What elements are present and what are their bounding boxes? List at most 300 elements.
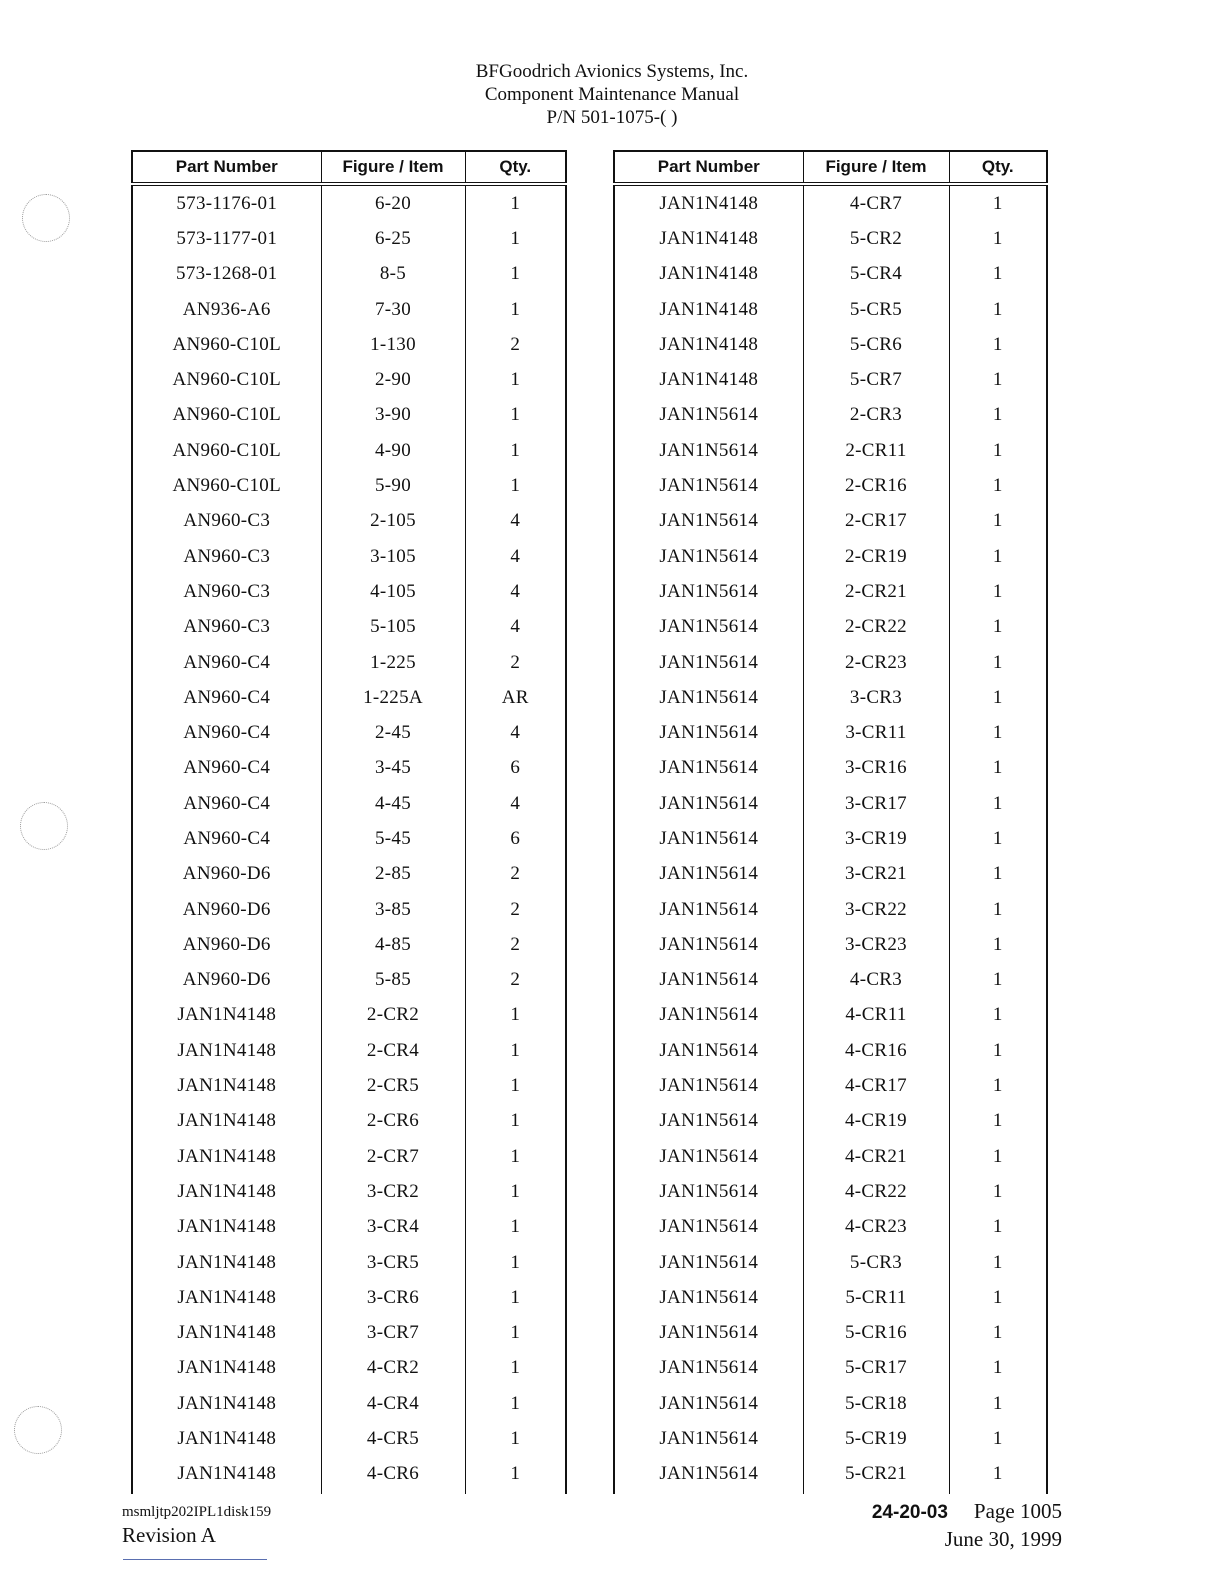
qty-cell: 1 [510, 227, 521, 249]
table-row [132, 504, 566, 539]
punch-hole-middle [20, 802, 68, 850]
table-row [132, 1139, 566, 1174]
figure-item-cell: 3-CR23 [803, 927, 949, 962]
figure-item-cell: 5-CR11 [803, 1280, 949, 1315]
table-row [132, 680, 566, 715]
figure-item-cell: 4-CR23 [803, 1210, 949, 1245]
part-number-cell: JAN1N5614 [614, 927, 803, 962]
table-row [614, 327, 1047, 362]
part-number-cell: JAN1N5614 [614, 1068, 803, 1103]
column-header-part-number: Part Number [132, 151, 321, 184]
revision-date: June 30, 1999 [944, 1527, 1062, 1551]
part-number-cell: JAN1N5614 [614, 1457, 803, 1492]
parts-table-left-body [132, 184, 566, 1494]
qty-cell: 1 [510, 404, 521, 426]
qty-cell: 1 [510, 1392, 521, 1414]
table-row [614, 751, 1047, 786]
part-number-cell: JAN1N5614 [614, 715, 803, 750]
figure-item-cell: 2-85 [321, 857, 465, 892]
figure-item-cell: 2-CR16 [803, 468, 949, 503]
part-number-cell: JAN1N4148 [132, 1280, 321, 1315]
part-number-cell: AN960-D6 [132, 857, 321, 892]
table-row [614, 221, 1047, 256]
part-number-cell: AN960-C10L [132, 468, 321, 503]
part-number-cell: JAN1N4148 [132, 998, 321, 1033]
figure-item-cell: 2-105 [321, 504, 465, 539]
part-number-cell: JAN1N4148 [132, 1210, 321, 1245]
part-number-cell: AN960-C4 [132, 786, 321, 821]
figure-item-cell: 2-CR23 [803, 645, 949, 680]
part-number-cell: JAN1N4148 [132, 1245, 321, 1280]
table-row [614, 1104, 1047, 1139]
figure-item-cell: 3-CR22 [803, 892, 949, 927]
part-number-cell: 573-1268-01 [132, 257, 321, 292]
qty-cell: 4 [510, 580, 521, 602]
part-number-cell: JAN1N5614 [614, 751, 803, 786]
figure-item-cell: 5-CR19 [803, 1421, 949, 1456]
table-row [614, 998, 1047, 1033]
filler-cell [614, 1492, 803, 1494]
part-number-cell: JAN1N5614 [614, 1210, 803, 1245]
part-number-cell: JAN1N4148 [614, 292, 803, 327]
qty-cell: 1 [992, 1357, 1003, 1379]
table-row [132, 398, 566, 433]
qty-cell: 1 [992, 227, 1003, 249]
table-row [614, 433, 1047, 468]
table-row [614, 963, 1047, 998]
table-row [614, 1068, 1047, 1103]
table-row [614, 680, 1047, 715]
part-number-cell: JAN1N5614 [614, 433, 803, 468]
table-row [132, 751, 566, 786]
figure-item-cell: 3-CR6 [321, 1280, 465, 1315]
table-row [614, 1421, 1047, 1456]
qty-cell: 1 [510, 1463, 521, 1485]
qty-cell: 1 [992, 369, 1003, 391]
part-number-cell: JAN1N4148 [614, 327, 803, 362]
qty-cell: 1 [510, 1357, 521, 1379]
filler-cell [465, 1492, 566, 1494]
figure-item-cell: 3-CR2 [321, 1174, 465, 1209]
figure-item-cell: 3-CR16 [803, 751, 949, 786]
figure-item-cell: 4-CR2 [321, 1351, 465, 1386]
table-row [614, 892, 1047, 927]
table-row [614, 715, 1047, 750]
figure-item-cell: 2-90 [321, 362, 465, 397]
figure-item-cell: 1-225A [321, 680, 465, 715]
column-header-part-number: Part Number [614, 151, 803, 184]
part-number-cell: JAN1N5614 [614, 1316, 803, 1351]
qty-cell: 1 [992, 1286, 1003, 1308]
figure-item-cell: 5-85 [321, 963, 465, 998]
part-number-cell: AN936-A6 [132, 292, 321, 327]
qty-cell: 1 [510, 1428, 521, 1450]
figure-item-cell: 1-130 [321, 327, 465, 362]
part-number-cell: JAN1N5614 [614, 1245, 803, 1280]
part-number-cell: AN960-D6 [132, 892, 321, 927]
qty-cell: 1 [992, 475, 1003, 497]
part-number-cell: AN960-C3 [132, 610, 321, 645]
table-filler-row [614, 1492, 1047, 1494]
part-number-cell: AN960-C4 [132, 645, 321, 680]
part-number-cell: JAN1N4148 [132, 1351, 321, 1386]
company-name: BFGoodrich Avionics Systems, Inc. [475, 61, 749, 82]
column-header-figure-item: Figure / Item [803, 151, 949, 184]
figure-item-cell: 4-CR6 [321, 1457, 465, 1492]
column-header-qty: Qty. [949, 151, 1047, 184]
document-number: 24-20-03 [871, 1502, 948, 1523]
table-row [132, 786, 566, 821]
qty-cell: 1 [992, 651, 1003, 673]
table-row [132, 362, 566, 397]
figure-item-cell: 4-CR16 [803, 1033, 949, 1068]
table-row [132, 610, 566, 645]
part-number-cell: JAN1N5614 [614, 1104, 803, 1139]
revision-label: Revision A [122, 1523, 216, 1547]
part-number-cell: JAN1N5614 [614, 1174, 803, 1209]
qty-cell: 1 [510, 1286, 521, 1308]
qty-cell: 1 [510, 298, 521, 320]
part-number-cell: AN960-C4 [132, 751, 321, 786]
qty-cell: 1 [992, 898, 1003, 920]
figure-item-cell: 4-CR5 [321, 1421, 465, 1456]
part-number-cell: JAN1N5614 [614, 1386, 803, 1421]
figure-item-cell: 2-CR17 [803, 504, 949, 539]
part-number-cell: JAN1N5614 [614, 1351, 803, 1386]
qty-cell: 1 [510, 263, 521, 285]
part-number-cell: JAN1N4148 [614, 184, 803, 221]
qty-cell: 1 [992, 1392, 1003, 1414]
part-number-cell: JAN1N5614 [614, 1280, 803, 1315]
qty-cell: 1 [510, 1180, 521, 1202]
part-number-cell: JAN1N5614 [614, 892, 803, 927]
qty-cell: 1 [510, 1075, 521, 1097]
qty-cell: 1 [510, 1251, 521, 1273]
qty-cell: 1 [510, 475, 521, 497]
table-row [132, 892, 566, 927]
figure-item-cell: 4-CR7 [803, 184, 949, 221]
qty-cell: 4 [510, 510, 521, 532]
figure-item-cell: 3-CR11 [803, 715, 949, 750]
footer-left [122, 1502, 271, 1548]
qty-cell: 1 [510, 1322, 521, 1344]
part-number-cell: JAN1N4148 [132, 1457, 321, 1492]
table-row [132, 1351, 566, 1386]
part-number-cell: JAN1N4148 [132, 1174, 321, 1209]
table-row [132, 1245, 566, 1280]
part-number-cell: AN960-C3 [132, 504, 321, 539]
part-number-cell: AN960-C3 [132, 539, 321, 574]
table-row [132, 998, 566, 1033]
figure-item-cell: 3-CR4 [321, 1210, 465, 1245]
part-number-cell: 573-1176-01 [132, 184, 321, 221]
part-number-cell: JAN1N4148 [614, 362, 803, 397]
figure-item-cell: 5-CR3 [803, 1245, 949, 1280]
figure-item-cell: 8-5 [321, 257, 465, 292]
table-row [132, 468, 566, 503]
footer-underline [123, 1559, 267, 1560]
qty-cell: 1 [992, 1322, 1003, 1344]
qty-cell: 1 [992, 1110, 1003, 1132]
table-row [614, 1210, 1047, 1245]
figure-item-cell: 3-CR3 [803, 680, 949, 715]
table-row [614, 257, 1047, 292]
table-row [132, 1280, 566, 1315]
part-number-cell: JAN1N5614 [614, 610, 803, 645]
figure-item-cell: 2-CR5 [321, 1068, 465, 1103]
part-number-cell: JAN1N5614 [614, 821, 803, 856]
figure-item-cell: 1-225 [321, 645, 465, 680]
part-number-cell: JAN1N5614 [614, 468, 803, 503]
qty-cell: 1 [510, 369, 521, 391]
table-row [614, 645, 1047, 680]
figure-item-cell: 2-CR19 [803, 539, 949, 574]
part-number-cell: AN960-C4 [132, 821, 321, 856]
qty-cell: 1 [992, 686, 1003, 708]
table-row [132, 1421, 566, 1456]
part-number-cell: JAN1N4148 [132, 1104, 321, 1139]
figure-item-cell: 3-CR17 [803, 786, 949, 821]
table-row [614, 504, 1047, 539]
part-number-title: P/N 501-1075-( ) [546, 107, 678, 128]
part-number-cell: JAN1N5614 [614, 574, 803, 609]
figure-item-cell: 2-CR7 [321, 1139, 465, 1174]
figure-item-cell: 2-CR11 [803, 433, 949, 468]
figure-item-cell: 2-CR4 [321, 1033, 465, 1068]
figure-item-cell: 5-CR2 [803, 221, 949, 256]
table-row [614, 1386, 1047, 1421]
figure-item-cell: 4-CR4 [321, 1386, 465, 1421]
table-row [614, 1033, 1047, 1068]
table-row [614, 362, 1047, 397]
figure-item-cell: 4-105 [321, 574, 465, 609]
table-row [614, 821, 1047, 856]
qty-cell: 4 [510, 545, 521, 567]
qty-cell: 1 [992, 439, 1003, 461]
qty-cell: 6 [510, 757, 521, 779]
table-row [132, 539, 566, 574]
figure-item-cell: 5-CR7 [803, 362, 949, 397]
table-row [132, 1210, 566, 1245]
figure-item-cell: 4-CR11 [803, 998, 949, 1033]
figure-item-cell: 4-CR17 [803, 1068, 949, 1103]
figure-item-cell: 5-CR21 [803, 1457, 949, 1492]
qty-cell: 1 [992, 192, 1003, 214]
part-number-cell: JAN1N5614 [614, 645, 803, 680]
part-number-cell: JAN1N5614 [614, 680, 803, 715]
filler-cell [321, 1492, 465, 1494]
table-row [132, 821, 566, 856]
qty-cell: 1 [992, 333, 1003, 355]
qty-cell: 1 [992, 1180, 1003, 1202]
figure-item-cell: 5-CR4 [803, 257, 949, 292]
figure-item-cell: 5-CR5 [803, 292, 949, 327]
qty-cell: 1 [510, 192, 521, 214]
part-number-cell: JAN1N4148 [132, 1421, 321, 1456]
qty-cell: 2 [510, 933, 521, 955]
punch-hole-bottom [14, 1406, 62, 1454]
figure-item-cell: 6-20 [321, 184, 465, 221]
qty-cell: 1 [992, 1463, 1003, 1485]
table-row [614, 1280, 1047, 1315]
qty-cell: 6 [510, 827, 521, 849]
qty-cell: 1 [510, 439, 521, 461]
part-number-cell: JAN1N5614 [614, 857, 803, 892]
part-number-cell: JAN1N4148 [132, 1316, 321, 1351]
qty-cell: 1 [992, 580, 1003, 602]
part-number-cell: JAN1N4148 [132, 1033, 321, 1068]
table-row [614, 1139, 1047, 1174]
part-number-cell: 573-1177-01 [132, 221, 321, 256]
table-row [614, 927, 1047, 962]
figure-item-cell: 4-CR19 [803, 1104, 949, 1139]
part-number-cell: AN960-C4 [132, 715, 321, 750]
file-code: msmljtp202IPL1disk159 [122, 1504, 272, 1520]
table-row [132, 1174, 566, 1209]
document-header [0, 60, 1224, 129]
qty-cell: 4 [510, 722, 521, 744]
figure-item-cell: 3-CR21 [803, 857, 949, 892]
figure-item-cell: 3-105 [321, 539, 465, 574]
figure-item-cell: 4-90 [321, 433, 465, 468]
figure-item-cell: 5-90 [321, 468, 465, 503]
qty-cell: 1 [992, 827, 1003, 849]
figure-item-cell: 4-CR21 [803, 1139, 949, 1174]
figure-item-cell: 5-CR6 [803, 327, 949, 362]
table-row [132, 221, 566, 256]
table-row [132, 963, 566, 998]
qty-cell: 1 [992, 616, 1003, 638]
part-number-cell: JAN1N4148 [132, 1139, 321, 1174]
part-number-cell: JAN1N5614 [614, 539, 803, 574]
table-row [614, 1316, 1047, 1351]
manual-title: Component Maintenance Manual [484, 84, 740, 105]
part-number-cell: JAN1N4148 [132, 1386, 321, 1421]
qty-cell: AR [501, 686, 529, 708]
table-row [132, 1457, 566, 1492]
figure-item-cell: 3-90 [321, 398, 465, 433]
qty-cell: 1 [510, 1004, 521, 1026]
qty-cell: 1 [992, 404, 1003, 426]
table-filler-row [132, 1492, 566, 1494]
figure-item-cell: 3-45 [321, 751, 465, 786]
footer-right [872, 1498, 1062, 1552]
figure-item-cell: 4-CR22 [803, 1174, 949, 1209]
table-row [614, 1174, 1047, 1209]
table-row [132, 1386, 566, 1421]
figure-item-cell: 3-CR5 [321, 1245, 465, 1280]
qty-cell: 1 [992, 792, 1003, 814]
parts-table-right-body [614, 184, 1047, 1494]
part-number-cell: AN960-C10L [132, 398, 321, 433]
qty-cell: 1 [510, 1145, 521, 1167]
part-number-cell: JAN1N5614 [614, 398, 803, 433]
figure-item-cell: 3-CR7 [321, 1316, 465, 1351]
table-row [614, 292, 1047, 327]
figure-item-cell: 5-45 [321, 821, 465, 856]
filler-cell [132, 1492, 321, 1494]
figure-item-cell: 2-45 [321, 715, 465, 750]
qty-cell: 1 [992, 298, 1003, 320]
figure-item-cell: 5-105 [321, 610, 465, 645]
figure-item-cell: 2-CR3 [803, 398, 949, 433]
table-row [132, 292, 566, 327]
qty-cell: 2 [510, 651, 521, 673]
table-row [132, 1316, 566, 1351]
qty-cell: 2 [510, 863, 521, 885]
table-row [614, 1457, 1047, 1492]
table-row [132, 327, 566, 362]
part-number-cell: JAN1N5614 [614, 963, 803, 998]
qty-cell: 1 [992, 1039, 1003, 1061]
part-number-cell: JAN1N4148 [132, 1068, 321, 1103]
punch-hole-top [22, 194, 70, 242]
qty-cell: 1 [992, 545, 1003, 567]
part-number-cell: AN960-C10L [132, 327, 321, 362]
part-number-cell: JAN1N4148 [614, 257, 803, 292]
part-number-cell: AN960-D6 [132, 927, 321, 962]
qty-cell: 1 [992, 722, 1003, 744]
qty-cell: 1 [992, 863, 1003, 885]
table-row [132, 927, 566, 962]
table-row [614, 610, 1047, 645]
table-row [614, 1351, 1047, 1386]
table-header-row [132, 151, 566, 184]
column-header-qty: Qty. [465, 151, 566, 184]
part-number-cell: JAN1N5614 [614, 1033, 803, 1068]
part-number-cell: JAN1N5614 [614, 504, 803, 539]
qty-cell: 1 [510, 1216, 521, 1238]
qty-cell: 2 [510, 898, 521, 920]
table-header-row [614, 151, 1047, 184]
figure-item-cell: 2-CR21 [803, 574, 949, 609]
qty-cell: 1 [992, 1251, 1003, 1273]
figure-item-cell: 5-CR16 [803, 1316, 949, 1351]
table-row [132, 1104, 566, 1139]
qty-cell: 4 [510, 792, 521, 814]
table-row [132, 257, 566, 292]
qty-cell: 1 [992, 933, 1003, 955]
qty-cell: 1 [992, 969, 1003, 991]
table-row [132, 857, 566, 892]
filler-cell [803, 1492, 949, 1494]
qty-cell: 2 [510, 969, 521, 991]
table-row [132, 645, 566, 680]
table-row [614, 398, 1047, 433]
figure-item-cell: 2-CR6 [321, 1104, 465, 1139]
table-row [614, 468, 1047, 503]
figure-item-cell: 3-CR19 [803, 821, 949, 856]
part-number-cell: JAN1N4148 [614, 221, 803, 256]
part-number-cell: JAN1N5614 [614, 786, 803, 821]
qty-cell: 1 [992, 263, 1003, 285]
figure-item-cell: 3-85 [321, 892, 465, 927]
figure-item-cell: 4-CR3 [803, 963, 949, 998]
figure-item-cell: 5-CR17 [803, 1351, 949, 1386]
column-header-figure-item: Figure / Item [321, 151, 465, 184]
parts-table-right [613, 150, 1048, 1494]
figure-item-cell: 4-45 [321, 786, 465, 821]
table-row [614, 1245, 1047, 1280]
table-row [614, 539, 1047, 574]
qty-cell: 2 [510, 333, 521, 355]
qty-cell: 1 [992, 1075, 1003, 1097]
table-row [132, 1033, 566, 1068]
part-number-cell: JAN1N5614 [614, 1139, 803, 1174]
table-row [614, 786, 1047, 821]
table-row [132, 1068, 566, 1103]
part-number-cell: AN960-C3 [132, 574, 321, 609]
